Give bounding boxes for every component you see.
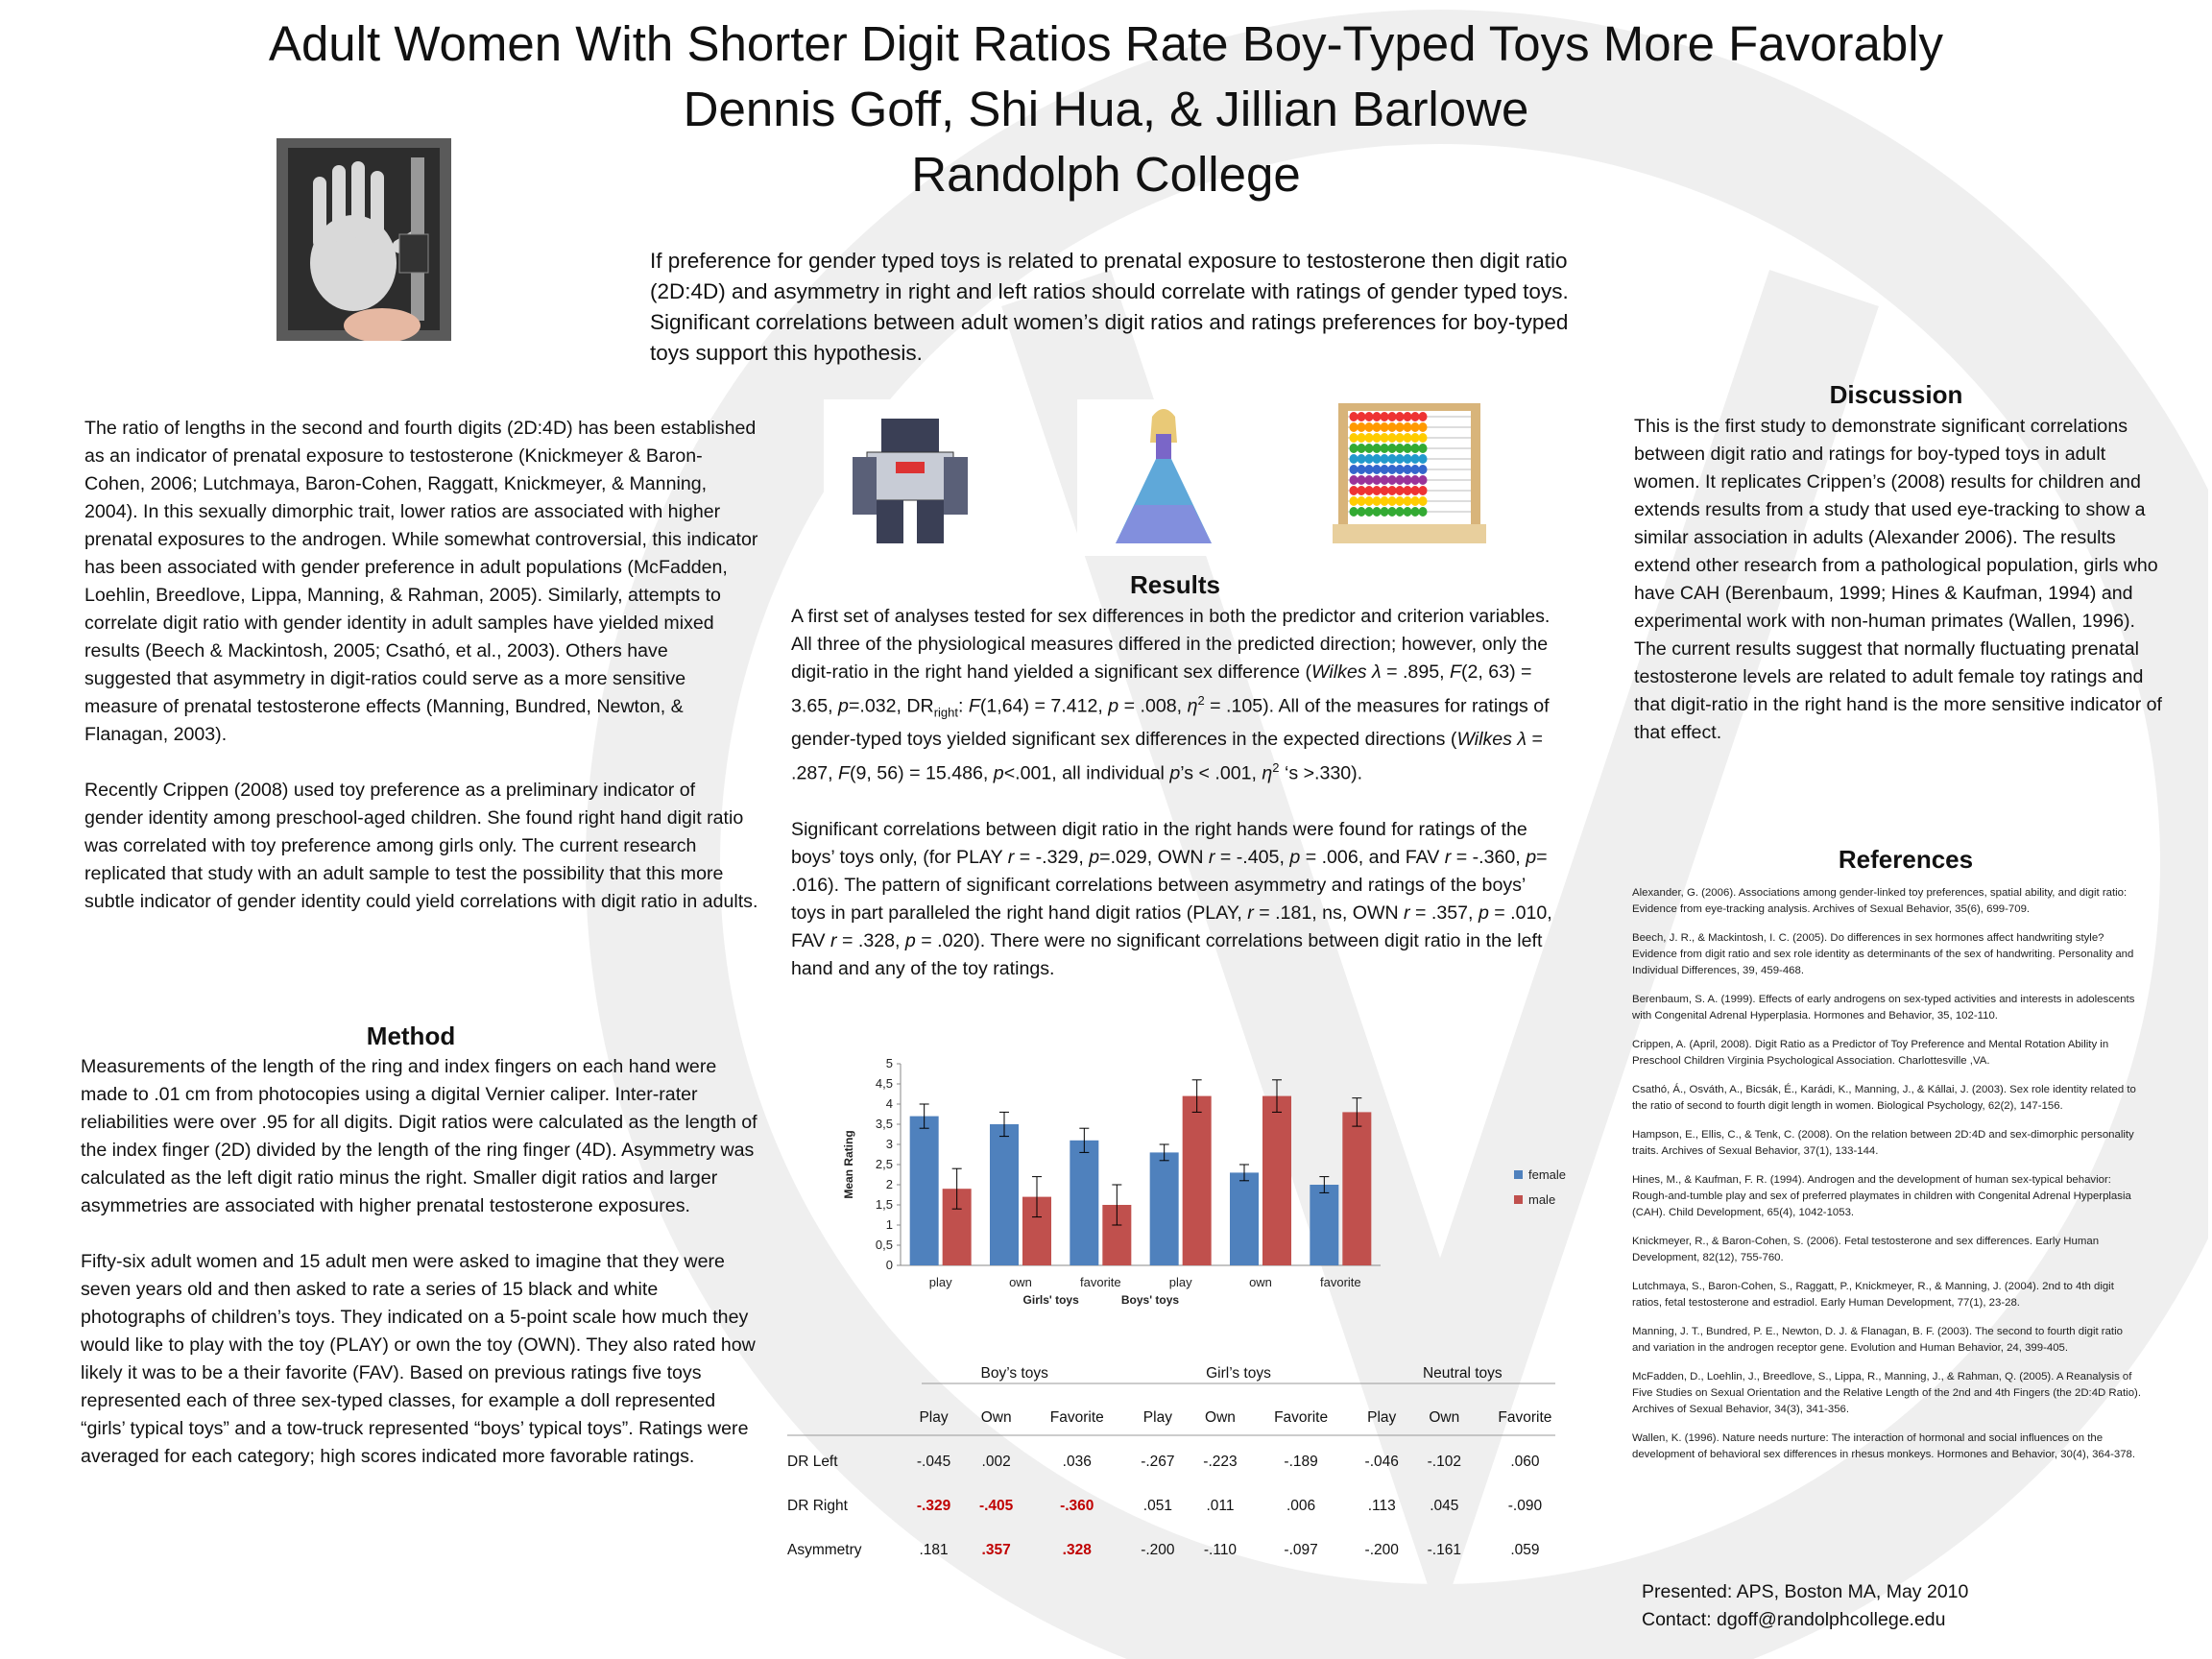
abacus-bead <box>1350 507 1358 517</box>
y-tick-label: 5 <box>885 1056 893 1070</box>
table-cell: .011 <box>1206 1498 1235 1514</box>
abacus-bead <box>1388 454 1397 464</box>
abacus-bead <box>1388 475 1397 485</box>
abacus-bead <box>1350 444 1358 453</box>
table-cell: .328 <box>1062 1542 1092 1558</box>
table-cell: .036 <box>1062 1454 1092 1470</box>
abacus-bead <box>1396 412 1405 421</box>
abacus-bead <box>1419 486 1428 495</box>
table-column-header: Play <box>1367 1409 1397 1426</box>
abacus-bead <box>1381 422 1389 432</box>
abacus-toy-photo <box>1331 399 1488 547</box>
table-cell: -.200 <box>1364 1542 1399 1558</box>
table-column-header: Favorite <box>1274 1409 1329 1426</box>
abacus-bead <box>1411 444 1420 453</box>
abacus-bead <box>1358 422 1366 432</box>
abacus-bead <box>1419 507 1428 517</box>
abacus-bead <box>1404 465 1412 474</box>
table-column-header: Favorite <box>1498 1409 1552 1426</box>
abacus-bead <box>1350 433 1358 443</box>
abacus-bead <box>1381 465 1389 474</box>
abacus-bead <box>1365 507 1374 517</box>
abacus-bead <box>1373 507 1382 517</box>
y-tick-label: 0 <box>885 1258 893 1272</box>
poster-footer <box>1642 1578 1968 1634</box>
table-rules <box>787 1382 1575 1440</box>
abacus-bead <box>1411 475 1420 485</box>
x-tick-label: own <box>1009 1275 1032 1289</box>
table-row <box>787 1528 1575 1573</box>
table-cell: -.097 <box>1284 1542 1318 1558</box>
doll-toy-photo <box>1077 399 1250 556</box>
discussion-text: This is the first study to demonstrate significant correlations between digit ratio and ratings for boy-typed toys in adult women. It replicates Crippen’s (2008) results for children and extends results from a study that used eye-tracking to show a similar association in adults (Alexander 2006). The results extend other research from a pathological population, girls who have CAH (Berenbaum, 1999; Hines & Kaufman, 1994) and experimental work with non-human primates (Wallen, 1996). The current results suggest that normally fluctuating prenatal testosterone levels are related to adult female toy ratings and that digit-ratio in the right hand is the more sensitive indicator of that effect. <box>1634 416 2163 743</box>
y-tick-label: 4 <box>885 1096 893 1111</box>
abacus-bead <box>1350 486 1358 495</box>
reference-item: Knickmeyer, R., & Baron-Cohen, S. (2006). Fetal testosterone and sex differences. Early Human Development, 82(12), 755-760. <box>1632 1236 2100 1263</box>
x-tick-label: own <box>1249 1275 1272 1289</box>
abacus-bead <box>1358 507 1366 517</box>
abacus-bead <box>1365 412 1374 421</box>
intro-paragraph-1: The ratio of lengths in the second and fourth digits (2D:4D) has been established as an indicator of prenatal exposure to testosterone (Knickmeyer & Baron-Cohen, 2006; Lutchmaya, Baron-Cohen, Raggatt, Knickmeyer, & Manning, 2004). In this sexually dimorphic trait, lower ratios are associated with higher prenatal exposures to the androgen. While somewhat controversial, this indicator has been associated with gender preference in adult populations (McFadden, Loehlin, Breedlove, Lippa, Manning, & Rahman, 2005). Similarly, attempts to correlate digit ratio with gender identity in adult samples have yielded mixed results (Beech & Mackintosh, 2005; Csathó, et al., 2003). Others have suggested that asymmetry in digit-ratios could serve as a more sensitive measure of prenatal testosterone effects (Manning, Bundred, Newton, & Flanagan, 2003). <box>84 418 758 745</box>
x-tick-label: play <box>1168 1275 1192 1289</box>
results-heading: Results <box>1130 570 1220 599</box>
x-tick-label: favorite <box>1080 1275 1121 1289</box>
abacus-bead <box>1388 496 1397 506</box>
abacus-bead <box>1404 444 1412 453</box>
discussion-heading: Discussion <box>1829 380 1963 409</box>
table-cell: .059 <box>1510 1542 1540 1558</box>
table-column-header: Play <box>919 1409 949 1426</box>
table-cell: -.102 <box>1427 1454 1461 1470</box>
abacus-bead <box>1358 433 1366 443</box>
legend-label: male <box>1528 1192 1556 1207</box>
abacus-bead <box>1411 465 1420 474</box>
abacus-bead <box>1381 454 1389 464</box>
abacus-bead <box>1350 412 1358 421</box>
abacus-bead <box>1358 444 1366 453</box>
reference-item: Hampson, E., Ellis, C., & Tenk, C. (2008). On the relation between 2D:4D and sex-dimorphic personality traits. Archives of Sexual Behavior, 37(1), 133-144. <box>1632 1129 2134 1157</box>
abacus-bead <box>1358 496 1366 506</box>
x-tick-label: play <box>928 1275 952 1289</box>
results-paragraph-1: A first set of analyses tested for sex differences in both the predictor and criterion variables. All three of the physiological measures differed in the predicted direction; however, only the digit-ratio in the right hand yielded a significant sex difference (Wilkes λ = .895, F(2, 63) = 3.65, p=.032, $DR_{right}$: F(1,64) = 7.412, p = .008, $\eta^2 = .105$). All of the measures for ratings of gender-typed toys yielded significant sex differences in the expected directions (Wilkes λ = .287, F(9, 56) = 15.486, p<.001, all individual p’s < .001, $\eta^2$ ‘s >.330). <box>791 606 1551 784</box>
reference-item: Alexander, G. (2006). Associations among gender-linked toy preferences, spatial ability, and digit ratio: Evidence from eye-tracking analysis. Archives of Sexual Behavior, 35(6), 699-709. <box>1632 887 2128 915</box>
abacus-bead <box>1381 486 1389 495</box>
table-column-header: Favorite <box>1049 1409 1104 1426</box>
abacus-bead <box>1396 454 1405 464</box>
abacus-bead <box>1419 475 1428 485</box>
table-column-header: Own <box>1429 1409 1460 1426</box>
abacus-bead <box>1411 507 1420 517</box>
contact-email: Contact: dgoff@randolphcollege.edu <box>1642 1609 1946 1630</box>
reference-item: Berenbaum, S. A. (1999). Effects of early androgens on sex-typed activities and interests in adolescents with Congenital Adrenal Hyperplasia. Hormones and Behavior, 35, 102-110. <box>1632 994 2135 1022</box>
results-text <box>791 603 1559 1011</box>
y-tick-label: 2 <box>885 1177 893 1191</box>
poster-title: Adult Women With Shorter Digit Ratios Rate Boy-Typed Toys More Favorably <box>268 16 1944 71</box>
abacus-bead <box>1373 412 1382 421</box>
bar-male <box>1342 1112 1371 1265</box>
abacus-bead <box>1404 507 1412 517</box>
row-label: Asymmetry <box>787 1542 862 1558</box>
hypothesis-text: If preference for gender typed toys is related to prenatal exposure to testosterone then digit ratio (2D:4D) and asymmetry in right and left ratios should correlate with ratings of gender typed toys. Significant correlations between adult women’s digit ratios and ratings preferences for boy-typed toys support this hypothesis. <box>650 249 1569 365</box>
abacus-bead <box>1419 433 1428 443</box>
abacus-bead <box>1388 422 1397 432</box>
table-group-header: Boy’s toys <box>980 1365 1048 1382</box>
abacus-bead <box>1358 475 1366 485</box>
references-list <box>1632 885 2141 1476</box>
abacus-bead <box>1396 507 1405 517</box>
table-cell: -.360 <box>1060 1498 1094 1514</box>
y-tick-label: 3,5 <box>875 1117 893 1131</box>
abacus-bead <box>1365 454 1374 464</box>
abacus-bead <box>1396 444 1405 453</box>
abacus-bead <box>1388 465 1397 474</box>
abacus-bead <box>1404 486 1412 495</box>
bar-female <box>1150 1152 1179 1265</box>
abacus-bead <box>1388 444 1397 453</box>
abacus-bead <box>1365 422 1374 432</box>
abacus-bead <box>1365 465 1374 474</box>
table-cell: -.090 <box>1507 1498 1543 1514</box>
abacus-bead <box>1365 444 1374 453</box>
abacus-bead <box>1419 496 1428 506</box>
y-tick-label: 4,5 <box>875 1076 893 1091</box>
table-cell: -.045 <box>916 1454 951 1470</box>
abacus-bead <box>1388 486 1397 495</box>
legend-swatch <box>1514 1170 1523 1179</box>
bar-female <box>1070 1141 1098 1265</box>
abacus-bead <box>1350 422 1358 432</box>
legend-label: female <box>1528 1167 1567 1182</box>
abacus-bead <box>1419 412 1428 421</box>
table-cell: .060 <box>1510 1454 1540 1470</box>
abacus-bead <box>1373 454 1382 464</box>
abacus-bead <box>1411 412 1420 421</box>
table-column-header: Own <box>1205 1409 1236 1426</box>
table-cell: .113 <box>1367 1498 1396 1514</box>
abacus-bead <box>1365 486 1374 495</box>
table-cell: -.110 <box>1203 1542 1238 1558</box>
abacus-bead <box>1404 412 1412 421</box>
abacus-bead <box>1381 433 1389 443</box>
table-cell: -.189 <box>1284 1454 1318 1470</box>
table-cell: .006 <box>1286 1498 1316 1514</box>
bar-female <box>1230 1172 1259 1265</box>
method-paragraph-2: Fifty-six adult women and 15 adult men were asked to imagine that they were seven years old and then asked to rate a series of 15 black and white photographs of children’s toys. They indicated on a 5-point scale how much they would like to play with the toy (PLAY) or own the toy (OWN). They also rated how likely it was to be a their favorite (FAV). Based on previous ratings five toys represented each of three sex-typed classes, for example a doll represented “girls’ typical toys” and a tow-truck represented “boys’ typical toys”. Ratings were averaged for each category; high scores indicated more favorable ratings. <box>81 1251 756 1467</box>
abacus-bead <box>1396 486 1405 495</box>
reference-item: Crippen, A. (April, 2008). Digit Ratio as a Predictor of Toy Preference and Mental Rotation Ability in Preschool Children Virginia Psychological Association. Charlottesville ,VA. <box>1632 1039 2109 1067</box>
y-tick-label: 1 <box>885 1217 893 1232</box>
abacus-bead <box>1350 475 1358 485</box>
abacus-bead <box>1404 475 1412 485</box>
bar-female <box>990 1124 1019 1265</box>
abacus-bead <box>1404 496 1412 506</box>
table-cell: -.161 <box>1427 1542 1461 1558</box>
table-cell: -.267 <box>1141 1454 1175 1470</box>
abacus-bead <box>1358 486 1366 495</box>
abacus-bead <box>1396 433 1405 443</box>
abacus-bead <box>1358 454 1366 464</box>
table-row <box>787 1484 1575 1528</box>
table-group-header: Neutral toys <box>1422 1365 1503 1382</box>
abacus-bead <box>1396 475 1405 485</box>
references-heading: References <box>1838 845 1974 874</box>
x-group-label: Girls' toys <box>1022 1293 1079 1307</box>
abacus-bead <box>1404 454 1412 464</box>
reference-item: Lutchmaya, S., Baron-Cohen, S., Raggatt, P., Knickmeyer, R., & Manning, J. (2004). 2nd to 4th digit ratios, fetal testosterone and estradiol. Early Human Development, 77(1), 23-28. <box>1632 1281 2114 1309</box>
abacus-bead <box>1419 444 1428 453</box>
hand-photo <box>276 138 451 341</box>
reference-item: Wallen, K. (1996). Nature needs nurture: The interaction of hormonal and social influences on the development of behavioral sex differences in rhesus monkeys. Hormones and Behavior, 30(4), 364-378. <box>1632 1432 2136 1460</box>
abacus-bead <box>1388 433 1397 443</box>
abacus-bead <box>1419 465 1428 474</box>
abacus-bead <box>1396 422 1405 432</box>
abacus-bead <box>1373 465 1382 474</box>
abacus-bead <box>1381 444 1389 453</box>
table-cell: -.329 <box>916 1498 951 1514</box>
bar-female <box>1310 1185 1338 1265</box>
abacus-bead <box>1381 412 1389 421</box>
y-tick-label: 1,5 <box>875 1197 893 1212</box>
abacus-bead <box>1411 496 1420 506</box>
abacus-bead <box>1365 433 1374 443</box>
abacus-bead <box>1411 422 1420 432</box>
table-cell: .181 <box>919 1542 949 1558</box>
reference-item: McFadden, D., Loehlin, J., Breedlove, S., Lippa, R., Manning, J., & Rahman, Q. (2005). A Reanalysis of Five Studies on Sexual Orientation and the Relative Length of the 2nd and 4th Fingers (the 2D:4D Ratio). Archives of Sexual Behavior, 34(3), 341-356. <box>1632 1371 2141 1415</box>
reference-item: Csathó, Á., Osváth, A., Bicsák, É., Karádi, K., Manning, J., & Kállai, J. (2003). Sex role identity related to the ratio of second to fourth digit length in women. Biological Psychology, 62(2), 147-156. <box>1632 1084 2136 1112</box>
table-column-header: Play <box>1142 1409 1172 1426</box>
y-tick-label: 0,5 <box>875 1238 893 1252</box>
method-paragraph-1: Measurements of the length of the ring and index fingers on each hand were made to .01 cm from photocopies using a digital Vernier caliper. Inter-rater reliabilities were over .95 for all digits. Digit ratios were calculated as the length of the index finger (2D) divided by the length of the ring finger (4D). Asymmetry was calculated as the left digit ratio minus the right. Smaller digit ratios and larger asymmetries are associated with higher prenatal testosterone exposures. <box>81 1056 757 1216</box>
y-tick-label: 3 <box>885 1137 893 1151</box>
abacus-bead <box>1419 422 1428 432</box>
row-label: DR Right <box>787 1498 848 1514</box>
abacus-bead <box>1358 465 1366 474</box>
robot-toy-photo <box>824 399 997 556</box>
table-cell: .002 <box>981 1454 1011 1470</box>
abacus-bead <box>1388 412 1397 421</box>
abacus-bead <box>1365 475 1374 485</box>
reference-item: Hines, M., & Kaufman, F. R. (1994). Androgen and the development of human sex-typical behavior: Rough-and-tumble play and sex of preferred playmates in children with Congenital Adrenal Hyperplasia (CAH). Child Development, 65(4), 1042-1053. <box>1632 1174 2131 1218</box>
abacus-bead <box>1396 496 1405 506</box>
y-tick-label: 2,5 <box>875 1157 893 1171</box>
abacus-bead <box>1419 454 1428 464</box>
reference-item: Manning, J. T., Bundred, P. E., Newton, D. J. & Flanagan, B. F. (2003). The second to fourth digit ratio and variation in the androgen receptor gene. Evolution and Human Behavior, 24, 399-405. <box>1632 1326 2123 1354</box>
x-group-label: Boys' toys <box>1120 1293 1180 1307</box>
x-tick-label: favorite <box>1320 1275 1361 1289</box>
table-cell: .045 <box>1430 1498 1459 1514</box>
abacus-bead <box>1350 454 1358 464</box>
table-cell: -.405 <box>978 1498 1014 1514</box>
table-group-header: Girl’s toys <box>1206 1365 1271 1382</box>
abacus-bead <box>1373 486 1382 495</box>
poster-affiliation: Randolph College <box>911 147 1301 202</box>
table-cell: -.046 <box>1364 1454 1399 1470</box>
method-heading: Method <box>366 1022 456 1050</box>
abacus-bead <box>1411 433 1420 443</box>
bar-male <box>1183 1096 1212 1265</box>
intro-paragraph-2: Recently Crippen (2008) used toy preference as a preliminary indicator of gender identity among preschool-aged children. She found right hand digit ratio was correlated with toy preference among girls only. The current research replicated that study with an adult sample to test the possibility that this more subtle indicator of gender identity could yield correlations with digit ratio in adults. <box>84 780 758 912</box>
row-label: DR Left <box>787 1454 838 1470</box>
reference-item: Beech, J. R., & Mackintosh, I. C. (2005). Do differences in sex hormones affect handwriting style? Evidence from digit ratio and sex role identity as determinants of the sex of handwriting. Personality and Individual Differences, 39, 459-468. <box>1632 932 2134 976</box>
bar-male <box>1262 1096 1291 1265</box>
legend-swatch <box>1514 1195 1523 1204</box>
abacus-bead <box>1350 496 1358 506</box>
abacus-bead <box>1373 475 1382 485</box>
abacus-bead <box>1373 444 1382 453</box>
abacus-bead <box>1365 496 1374 506</box>
bar-female <box>910 1117 939 1265</box>
abacus-bead <box>1373 433 1382 443</box>
abacus-bead <box>1411 486 1420 495</box>
abacus-bead <box>1381 475 1389 485</box>
abacus-bead <box>1358 412 1366 421</box>
table-row <box>787 1440 1575 1484</box>
abacus-bead <box>1373 422 1382 432</box>
table-cell: -.200 <box>1141 1542 1175 1558</box>
poster-authors: Dennis Goff, Shi Hua, & Jillian Barlowe <box>683 82 1529 136</box>
abacus-bead <box>1373 496 1382 506</box>
abacus-bead <box>1396 465 1405 474</box>
abacus-bead <box>1404 422 1412 432</box>
abacus-bead <box>1381 507 1389 517</box>
results-paragraph-2: Significant correlations between digit ratio in the right hands were found for ratings of the boys’ toys only, (for PLAY r = -.329, p=.029, OWN r = -.405, p = .006, and FAV r = -.360, p= .016). The pattern of significant correlations between asymmetry and ratings of the boys’ toys in part paralleled the right hand digit ratios (PLAY, r = .181, ns, OWN r = .357, p = .010, FAV r = .328, p = .020). There were no significant correlations between digit ratio in the left hand and any of the toy ratings. <box>791 818 1552 979</box>
abacus-bead <box>1411 454 1420 464</box>
table-cell: -.223 <box>1203 1454 1238 1470</box>
mean-rating-bar-chart <box>826 1037 1623 1315</box>
abacus-bead <box>1404 433 1412 443</box>
table-cell: .051 <box>1142 1498 1172 1514</box>
abacus-bead <box>1388 507 1397 517</box>
y-axis-label: Mean Rating <box>842 1130 855 1199</box>
presented-at: Presented: APS, Boston MA, May 2010 <box>1642 1581 1969 1602</box>
abacus-bead <box>1350 465 1358 474</box>
abacus-bead <box>1381 496 1389 506</box>
table-cell: .357 <box>981 1542 1011 1558</box>
table-column-header: Own <box>980 1409 1012 1426</box>
